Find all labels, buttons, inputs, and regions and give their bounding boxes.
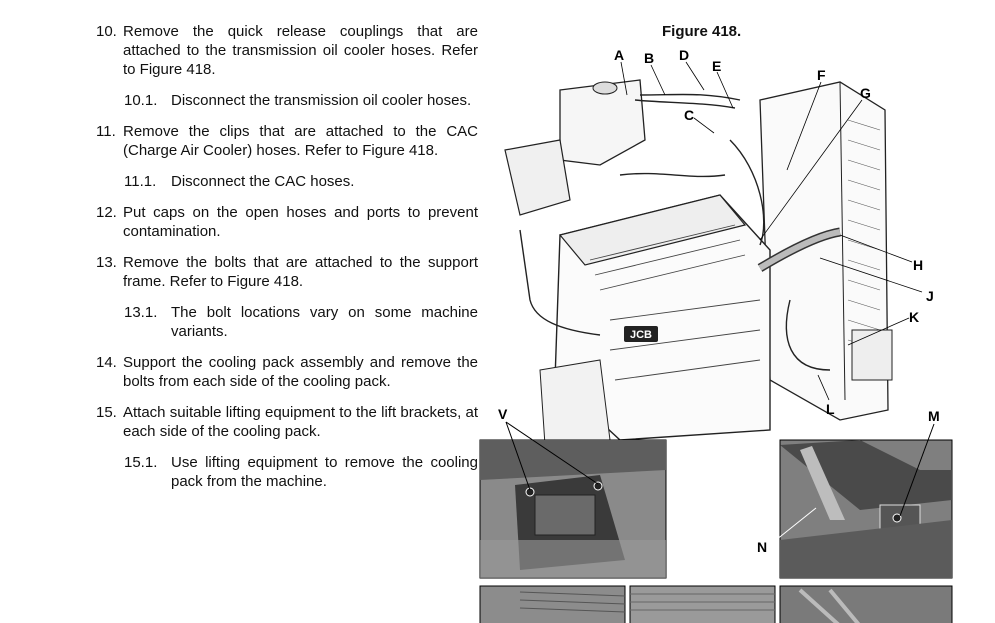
callout-l: L	[826, 401, 835, 417]
callout-f: F	[817, 67, 826, 83]
detail-photo-v	[480, 422, 666, 578]
step-text: Put caps on the open hoses and ports to prevent contamination.	[123, 204, 478, 240]
substep-13-1	[96, 303, 478, 341]
callout-n: N	[757, 539, 768, 555]
step-number: 13.	[96, 254, 117, 271]
step-10	[96, 22, 478, 79]
step-text: The bolt locations vary on some machine variants.	[171, 304, 478, 340]
step-text: Attach suitable lifting equipment to the lift brackets, at each side of the cooling pack.	[123, 404, 478, 440]
step-number: 15.1.	[124, 454, 158, 471]
callout-v: V	[498, 406, 508, 422]
step-text: Remove the clips that are attached to the CAC (Charge Air Cooler) hoses. Refer to Figure 418.	[123, 123, 478, 159]
step-14	[96, 353, 478, 391]
step-13	[96, 253, 478, 291]
step-15	[96, 403, 478, 441]
step-number: 14.	[96, 354, 117, 371]
step-text: Remove the quick release couplings that are attached to the transmission oil cooler hoses. Refer to Figure 418.	[123, 23, 478, 78]
callout-a: A	[614, 47, 625, 63]
step-number: 10.1.	[124, 92, 158, 109]
step-number: 11.1.	[124, 173, 157, 190]
substep-10-1	[96, 91, 478, 110]
step-12	[96, 203, 478, 241]
step-number: 13.1.	[124, 304, 158, 321]
step-11	[96, 122, 478, 160]
callout-e: E	[712, 58, 722, 74]
substep-15-1	[96, 453, 478, 491]
engine-logo-text: JCB	[629, 329, 653, 341]
step-number: 15.	[96, 404, 117, 421]
substep-11-1	[96, 172, 478, 191]
step-text: Disconnect the transmission oil cooler hoses.	[171, 92, 472, 109]
step-number: 11.	[96, 123, 116, 140]
callout-b: B	[644, 50, 655, 66]
figure-title: Figure 418.	[662, 23, 742, 40]
figure-418-illustration	[478, 40, 995, 623]
callout-c: C	[684, 107, 695, 123]
procedure-steps	[96, 22, 478, 503]
detail-photo-mn	[776, 424, 952, 578]
step-number: 10.	[96, 23, 117, 40]
callout-h: H	[913, 257, 924, 273]
step-text: Disconnect the CAC hoses.	[171, 173, 355, 190]
step-text: Support the cooling pack assembly and remove the bolts from each side of the cooling pack.	[123, 354, 478, 390]
callout-j: J	[926, 288, 934, 304]
step-text: Remove the bolts that are attached to the support frame. Refer to Figure 418.	[123, 254, 478, 290]
callout-k: K	[909, 309, 920, 325]
engine-block	[540, 195, 770, 445]
callout-m: M	[928, 408, 940, 424]
callout-g: G	[860, 85, 871, 101]
bottom-photos	[480, 586, 952, 623]
expansion-tank	[505, 80, 645, 215]
callout-d: D	[679, 47, 690, 63]
step-text: Use lifting equipment to remove the cooling pack from the machine.	[171, 454, 478, 490]
step-number: 12.	[96, 204, 117, 221]
